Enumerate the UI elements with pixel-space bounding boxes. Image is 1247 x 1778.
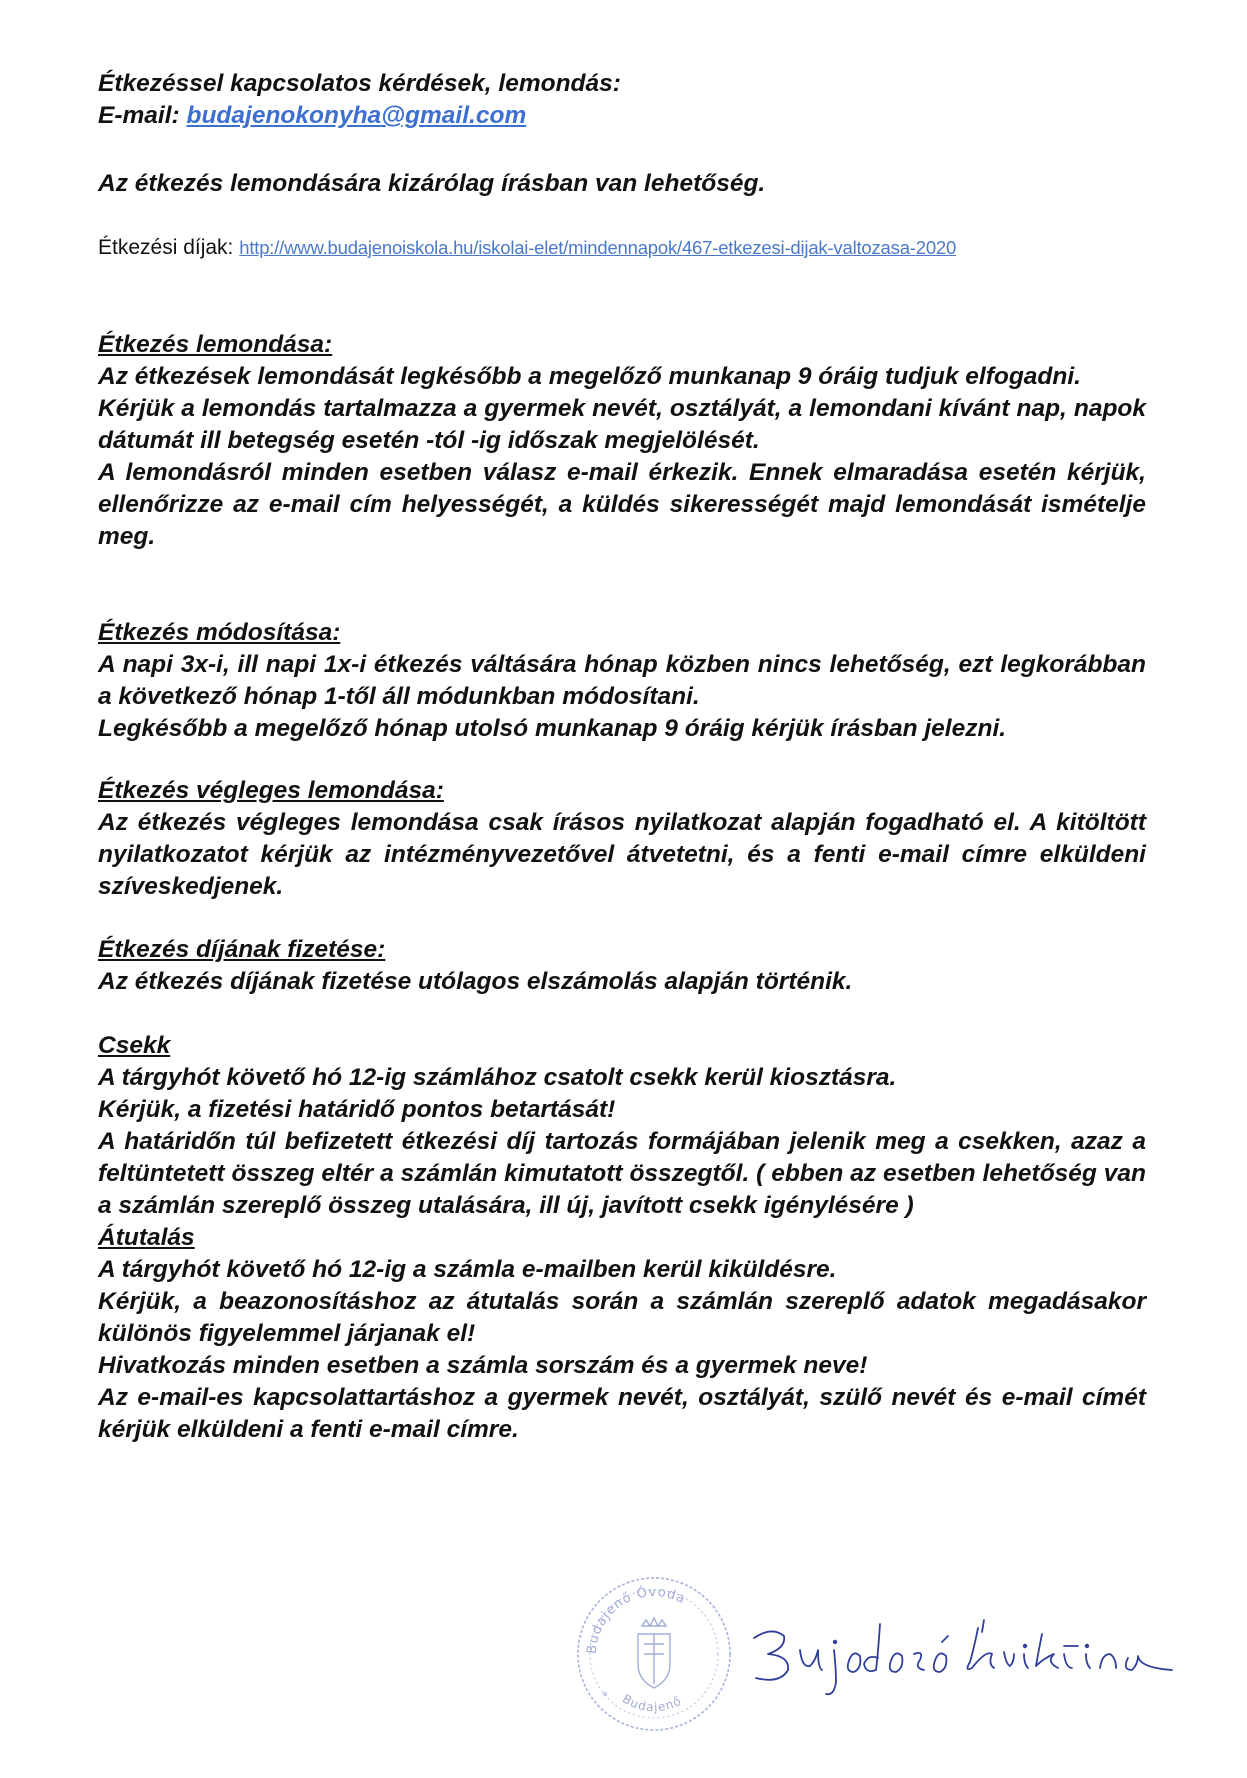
csekk-paragraph-1: A tárgyhót követő hó 12-ig számlához csatolt csekk kerül kiosztásra. xyxy=(98,1064,897,1091)
section-fizetes xyxy=(98,934,1146,998)
lemondas-paragraph-3: A lemondásról minden esetben válasz e-mail érkezik. Ennek elmaradása esetén kérjük, ellenőrizze az e-mail cím helyességét, a küldés sikerességét majd lemondását ismételje meg. xyxy=(98,459,1146,550)
atutalas-paragraph-2: Kérjük, a beazonosításhoz az átutalás során a számlán szereplő adatok megadásakor különös figyelemmel járjanak el! xyxy=(98,1288,1146,1347)
lemondas-paragraph-2: Kérjük a lemondás tartalmazza a gyermek nevét, osztályát, a lemondani kívánt nap, napok dátumát ill betegség esetén -tól -ig időszak megjelölését. xyxy=(98,395,1146,454)
handwritten-signature xyxy=(742,1598,1182,1698)
coat-of-arms-icon xyxy=(638,1618,670,1688)
contact-block xyxy=(98,68,1146,132)
stamp-star-left: * xyxy=(602,1689,608,1703)
cancellation-notice: Az étkezés lemondására kizárólag írásban van lehetőség. xyxy=(98,170,766,197)
lemondas-paragraph-1: Az étkezések lemondását legkésőbb a megelőző munkanap 9 óráig tudjuk elfogadni. xyxy=(98,363,1081,390)
section-heading-lemondas: Étkezés lemondása: xyxy=(98,331,333,358)
fizetes-paragraph-1: Az étkezés díjának fizetése utólagos elszámolás alapján történik. xyxy=(98,968,853,995)
atutalas-paragraph-1: A tárgyhót követő hó 12-ig a számla e-mailben kerül kiküldésre. xyxy=(98,1256,837,1283)
email-label: E-mail: xyxy=(98,102,180,129)
section-vegleges xyxy=(98,775,1146,903)
atutalas-paragraph-3: Hivatkozás minden esetben a számla sorszám és a gyermek neve! xyxy=(98,1352,868,1379)
official-stamp xyxy=(572,1572,736,1736)
fees-label: Étkezési díjak: xyxy=(98,236,234,259)
section-modositas xyxy=(98,617,1146,745)
vegleges-paragraph-1: Az étkezés végleges lemondása csak írásos nyilatkozat alapján fogadható el. A kitöltött nyilatkozatot kérjük az intézményvezetővel átvetetni, és a fenti e-mail címre elküldeni szíveskedjenek. xyxy=(98,809,1146,900)
stamp-text-top: Budajenő Óvoda xyxy=(584,1584,689,1655)
fees-url-link[interactable]: http://www.budajenoiskola.hu/iskolai-elet/mindennapok/467-etkezesi-dijak-valtozasa-2020 xyxy=(239,237,957,258)
section-heading-atutalas: Átutalás xyxy=(98,1224,195,1251)
section-heading-vegleges: Étkezés végleges lemondása: xyxy=(98,777,444,804)
section-heading-csekk: Csekk xyxy=(98,1032,171,1059)
stamp-text-bottom: Budajenő xyxy=(619,1691,685,1715)
section-lemondas xyxy=(98,329,1146,553)
atutalas-paragraph-4: Az e-mail-es kapcsolattartáshoz a gyermek nevét, osztályát, szülő nevét és e-mail címét kérjük elküldeni a fenti e-mail címre. xyxy=(98,1384,1146,1443)
csekk-paragraph-2: Kérjük, a fizetési határidő pontos betartását! xyxy=(98,1096,616,1123)
contact-title: Étkezéssel kapcsolatos kérdések, lemondás: xyxy=(98,70,621,97)
email-link[interactable]: budajenokonyha@gmail.com xyxy=(186,102,527,129)
fees-line xyxy=(98,232,1146,264)
modositas-paragraph-2: Legkésőbb a megelőző hónap utolsó munkanap 9 óráig kérjük írásban jelezni. xyxy=(98,715,1007,742)
modositas-paragraph-1: A napi 3x-i, ill napi 1x-i étkezés váltására hónap közben nincs lehetőség, ezt legkorábban a következő hónap 1-től áll módunkban módosítani. xyxy=(98,651,1146,710)
email-line xyxy=(98,100,1146,132)
csekk-paragraph-3: A határidőn túl befizetett étkezési díj tartozás formájában jelenik meg a csekken, azaz a feltüntetett összeg eltér a számlán kimutatott összegtől. ( ebben az esetben lehetőség van a számlán szereplő összeg utalására, ill új, javított csekk igénylésére ) xyxy=(98,1128,1146,1219)
section-payment-methods xyxy=(98,1030,1146,1446)
section-heading-modositas: Étkezés módosítása: xyxy=(98,619,341,646)
section-heading-fizetes: Étkezés díjának fizetése: xyxy=(98,936,386,963)
